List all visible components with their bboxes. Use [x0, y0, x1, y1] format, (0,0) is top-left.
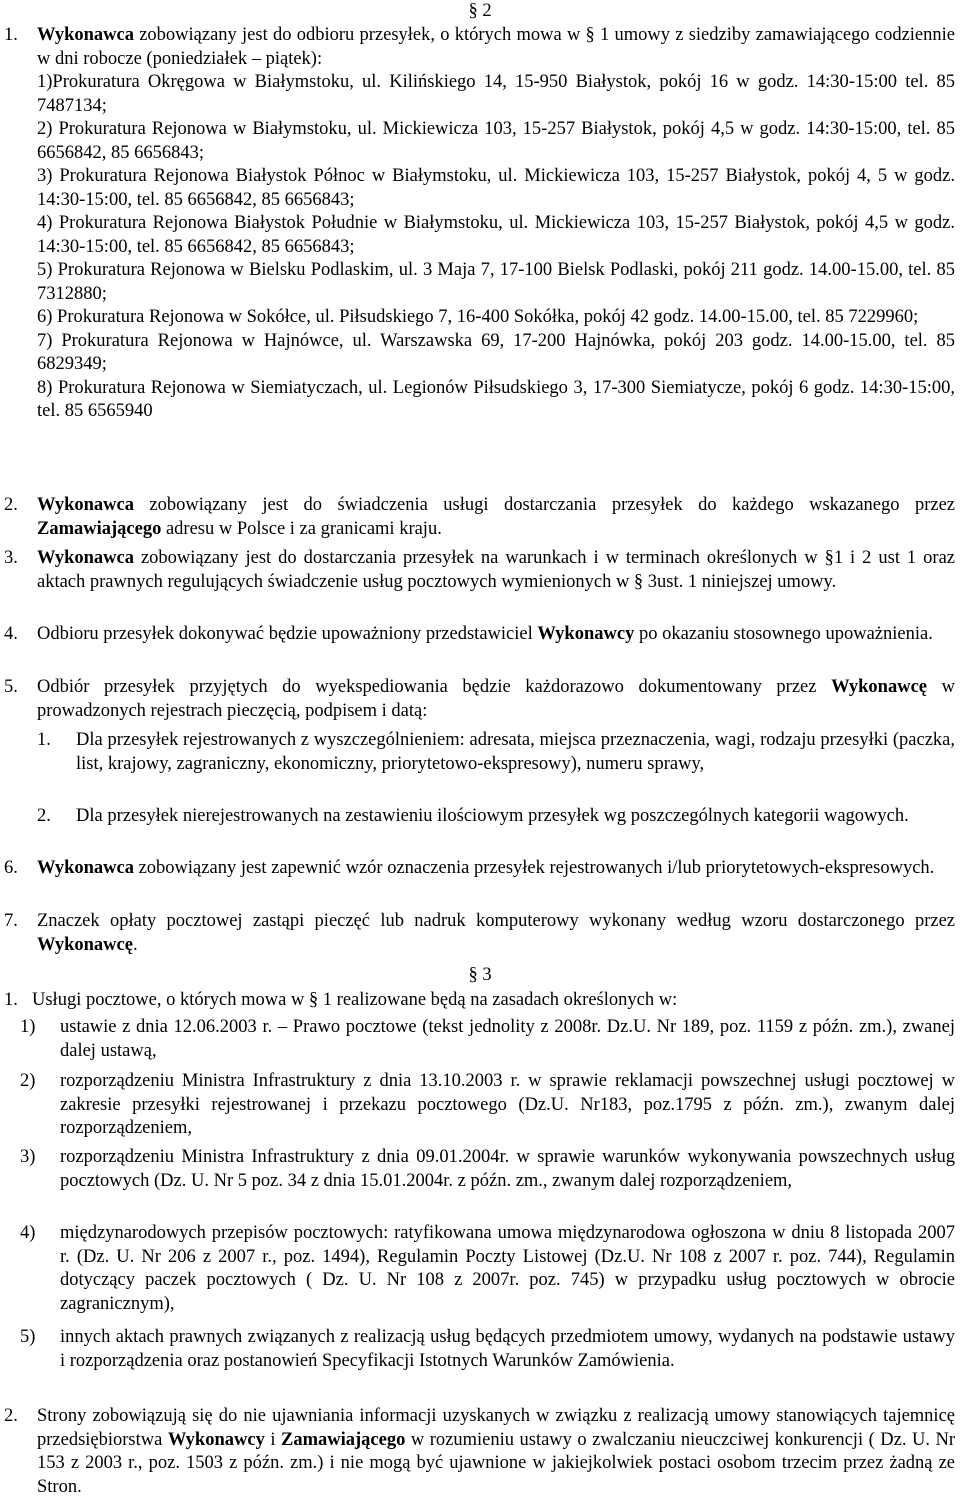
s2-item-5-text: Odbiór przesyłek przyjętych do wyekspediowania będzie każdorazowo dokumentowany przez Wykonawcę w prowadzonych rejestrach pieczęcią, podpisem i datą: — [37, 677, 955, 721]
s2-item-5-sub-2-number: 2. — [37, 806, 51, 826]
s2-item-4-text: Odbioru przesyłek dokonywać będzie upoważniony przedstawiciel Wykonawcy po okazaniu stosownego upoważnienia. — [37, 624, 933, 644]
s3-item-1-text: Usługi pocztowe, o których mowa w § 1 realizowane będą na zasadach określonych w: — [32, 990, 678, 1010]
s2-item-6-number: 6. — [4, 858, 18, 878]
s3-sub-1-number: 1) — [20, 1017, 36, 1037]
s2-item-3-text: Wykonawca zobowiązany jest do dostarczania przesyłek na warunkach i w terminach określonych w §1 i 2 ust 1 oraz aktach prawnych regulujących świadczenie usług pocztowych wymienionych w § 3ust. 1 niniejszej umowy. — [37, 548, 955, 592]
s2-item-4-number: 4. — [4, 624, 18, 644]
s2-item-5-number: 5. — [4, 677, 18, 697]
s3-sub-3-number: 3) — [20, 1147, 36, 1167]
location-item: 2) Prokuratura Rejonowa w Białymstoku, ul. Mickiewicza 103, 15-257 Białystok, pokój 4,5 w godz. 14:30-15:00, tel. 85 6656842, 85 6656843; — [37, 119, 955, 163]
s3-sub-1-text: ustawie z dnia 12.06.2003 r. – Prawo pocztowe (tekst jednolity z 2008r. Dz.U. Nr 189, poz. 1159 z późn. zm.), zwanej dalej ustawą, — [60, 1017, 955, 1061]
s3-sub-3-text: rozporządzeniu Ministra Infrastruktury z dnia 09.01.2004r. w sprawie warunków wykonywania powszechnych usług pocztowych (Dz. U. Nr 5 poz. 34 z dnia 15.01.2004r. z późn. zm., zwanym dalej rozporządzeniem, — [60, 1147, 955, 1191]
location-item: 7) Prokuratura Rejonowa w Hajnówce, ul. Warszawska 69, 17-200 Hajnówka, pokój 203 godz. 14.00-15.00, tel. 85 6829349; — [37, 330, 955, 374]
location-item: 6) Prokuratura Rejonowa w Sokółce, ul. Piłsudskiego 7, 16-400 Sokółka, pokój 42 godz. 14.00-15.00, tel. 85 7229960; — [37, 307, 919, 327]
s2-item-1-text: Wykonawca zobowiązany jest do odbioru przesyłek, o których mowa w § 1 umowy z siedziby zamawiającego codziennie w dni robocze (poniedziałek – piątek): — [37, 25, 955, 69]
s2-item-2-text: Wykonawca zobowiązany jest do świadczenia usługi dostarczania przesyłek do każdego wskazanego przez Zamawiającego adresu w Polsce i za granicami kraju. — [37, 495, 955, 539]
s3-sub-4-text: międzynarodowych przepisów pocztowych: ratyfikowana umowa międzynarodowa ogłoszona w dniu 8 listopada 2007 r. (Dz. U. Nr 206 z 2007 r., poz. 1494), Regulamin Poczty Listowej (Dz.U. Nr 108 z 2007 r. poz. 744), Regulamin dotyczący paczek pocztowych ( Dz. U. Nr 108 z 2007r. poz. 745) w przypadku usług pocztowych w obrocie zagranicznym), — [60, 1223, 955, 1314]
location-list — [37, 71, 955, 424]
section-heading-2: § 2 — [468, 1, 492, 21]
s2-item-5-sub-1-number: 1. — [37, 730, 51, 750]
s2-item-7-number: 7. — [4, 911, 18, 931]
s3-sub-5-number: 5) — [20, 1327, 36, 1347]
s3-item-2-text: Strony zobowiązują się do nie ujawniania informacji uzyskanych w związku z realizacją umowy stanowiących tajemnicę przedsiębiorstwa Wykonawcy i Zamawiającego w rozumieniu ustawy o zwalczaniu nieuczciwej konkurencji ( Dz. U. Nr 153 z 2003 r., poz. 1503 z późn. zm.) i nie mogą być ujawnione w jakiejkolwiek postaci osobom trzecim przez żadną ze Stron. — [37, 1406, 955, 1497]
s2-item-6-text: Wykonawca zobowiązany jest zapewnić wzór oznaczenia przesyłek rejestrowanych i/lub priorytetowych-ekspresowych. — [37, 858, 935, 878]
s2-item-2-number: 2. — [4, 495, 18, 515]
location-item: 8) Prokuratura Rejonowa w Siemiatyczach, ul. Legionów Piłsudskiego 3, 17-300 Siemiatycze, pokój 6 godz. 14:30-15:00, tel. 85 6565940 — [37, 377, 955, 421]
s2-item-7-text: Znaczek opłaty pocztowej zastąpi pieczęć lub nadruk komputerowy wykonany według wzoru dostarczonego przez Wykonawcę. — [37, 911, 955, 955]
s3-item-2-number: 2. — [4, 1406, 18, 1426]
location-item: 1)Prokuratura Okręgowa w Białymstoku, ul. Kilińskiego 14, 15-950 Białystok, pokój 16 w godz. 14:30-15:00 tel. 85 7487134; — [37, 72, 955, 116]
s3-item-1-number: 1. — [4, 990, 18, 1010]
s3-sub-5-text: innych aktach prawnych związanych z realizacją usług będących przedmiotem umowy, wydanych na podstawie ustawy i rozporządzenia oraz postanowień Specyfikacji Istotnych Warunków Zamówienia. — [60, 1327, 955, 1371]
s2-item-1-number: 1. — [4, 25, 18, 45]
s3-sub-4-number: 4) — [20, 1223, 36, 1243]
s2-item-5-sub-2-text: Dla przesyłek nierejestrowanych na zestawieniu ilościowym przesyłek wg poszczególnych kategorii wagowych. — [76, 806, 909, 826]
s2-item-3-number: 3. — [4, 548, 18, 568]
s2-item-5-sub-1-text: Dla przesyłek rejestrowanych z wyszczególnieniem: adresata, miejsca przeznaczenia, wagi, rodzaju przesyłki (paczka, list, krajowy, zagraniczny, ekonomiczny, priorytetowo-ekspresowy), numeru sprawy, — [76, 730, 955, 774]
location-item: 3) Prokuratura Rejonowa Białystok Północ w Białymstoku, ul. Mickiewicza 103, 15-257 Białystok, pokój 4, 5 w godz. 14:30-15:00, tel. 85 6656842, 85 6656843; — [37, 166, 955, 210]
s3-sub-2-text: rozporządzeniu Ministra Infrastruktury z dnia 13.10.2003 r. w sprawie reklamacji powszechnej usługi pocztowej w zakresie przesyłki rejestrowanej i przekazu pocztowego (Dz.U. Nr183, poz.1795 z późn. zm.), zwanym dalej rozporządzeniem, — [60, 1071, 955, 1138]
location-item: 4) Prokuratura Rejonowa Białystok Południe w Białymstoku, ul. Mickiewicza 103, 15-257 Białystok, pokój 4,5 w godz. 14:30-15:00, tel. 85 6656842, 85 6656843; — [37, 213, 955, 257]
location-item: 5) Prokuratura Rejonowa w Bielsku Podlaskim, ul. 3 Maja 7, 17-100 Bielsk Podlaski, pokój 211 godz. 14.00-15.00, tel. 85 7312880; — [37, 260, 955, 304]
section-heading-3: § 3 — [468, 965, 492, 985]
s3-sub-2-number: 2) — [20, 1071, 36, 1091]
